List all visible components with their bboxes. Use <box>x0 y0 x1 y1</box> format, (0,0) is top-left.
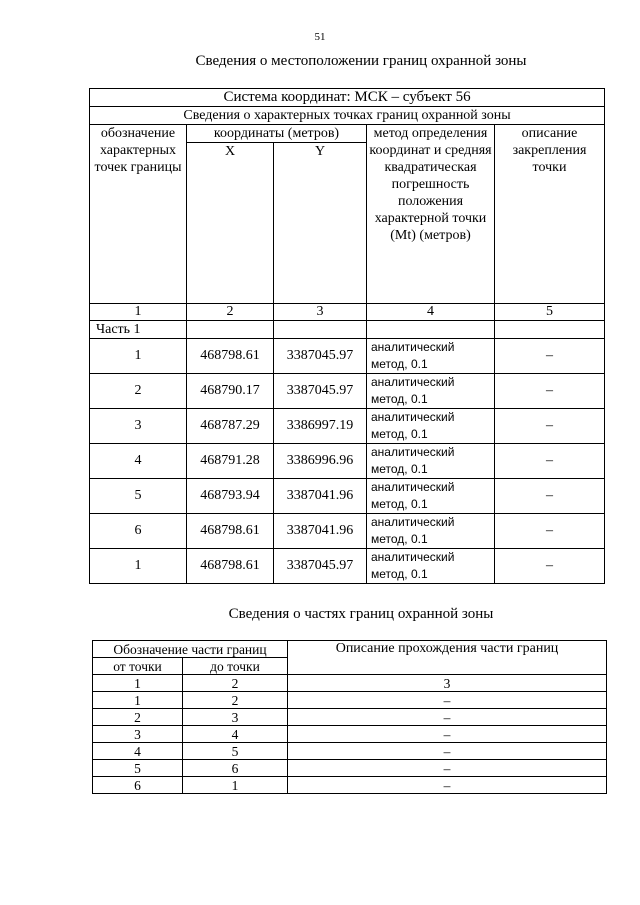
y-value: 3386996.96 <box>274 444 367 479</box>
fixing-value: – <box>495 409 605 444</box>
table-row <box>93 726 607 743</box>
section-title-parts: Сведения о частях границ охранной зоны <box>228 606 494 622</box>
y-value: 3387045.97 <box>274 374 367 409</box>
from-point-header: от точки <box>93 658 183 675</box>
boundary-parts-table <box>92 640 607 794</box>
from-point: 4 <box>93 743 183 760</box>
x-value: 468790.17 <box>187 374 274 409</box>
to-point-header: до точки <box>183 658 288 675</box>
column-number: 3 <box>288 675 607 692</box>
column-number: 4 <box>367 304 495 321</box>
method-value: аналитический метод, 0.1 <box>367 374 495 409</box>
table-row <box>90 339 605 374</box>
y-header: Y <box>274 143 367 304</box>
x-value: 468798.61 <box>187 549 274 584</box>
point-id: 3 <box>90 409 187 444</box>
from-point: 6 <box>93 777 183 794</box>
table-row <box>93 760 607 777</box>
from-point: 1 <box>93 692 183 709</box>
y-value: 3387045.97 <box>274 549 367 584</box>
point-id: 1 <box>90 549 187 584</box>
x-value: 468791.28 <box>187 444 274 479</box>
part-description: – <box>288 777 607 794</box>
point-designation-header: обозначение характерных точек границы <box>90 125 187 304</box>
column-number: 1 <box>90 304 187 321</box>
fixing-value: – <box>495 339 605 374</box>
method-value: аналитический метод, 0.1 <box>367 444 495 479</box>
method-value: аналитический метод, 0.1 <box>367 514 495 549</box>
part-label: Часть 1 <box>90 321 187 339</box>
point-id: 2 <box>90 374 187 409</box>
column-number: 1 <box>93 675 183 692</box>
part-description: – <box>288 726 607 743</box>
method-value: аналитический метод, 0.1 <box>367 339 495 374</box>
to-point: 1 <box>183 777 288 794</box>
fixing-value: – <box>495 514 605 549</box>
part-designation-header: Обозначение части границ <box>93 641 288 658</box>
y-value: 3387041.96 <box>274 479 367 514</box>
point-id: 4 <box>90 444 187 479</box>
point-id: 6 <box>90 514 187 549</box>
table-row <box>90 479 605 514</box>
method-value: аналитический метод, 0.1 <box>367 409 495 444</box>
from-point: 5 <box>93 760 183 777</box>
x-value: 468787.29 <box>187 409 274 444</box>
page-number: 51 <box>314 31 326 43</box>
to-point: 4 <box>183 726 288 743</box>
coordinates-header: координаты (метров) <box>187 125 367 143</box>
fixing-value: – <box>495 549 605 584</box>
column-number: 2 <box>187 304 274 321</box>
coordinates-table <box>89 88 605 584</box>
column-number: 2 <box>183 675 288 692</box>
fixing-value: – <box>495 479 605 514</box>
from-point: 2 <box>93 709 183 726</box>
y-value: 3387045.97 <box>274 339 367 374</box>
point-id: 5 <box>90 479 187 514</box>
fixing-value: – <box>495 444 605 479</box>
to-point: 3 <box>183 709 288 726</box>
method-header: метод определения координат и средняя квадратическая погрешность положения характерной точки (Mt) (метров) <box>367 125 495 304</box>
method-value: аналитический метод, 0.1 <box>367 549 495 584</box>
table-row <box>90 374 605 409</box>
table-row <box>93 709 607 726</box>
table-row <box>90 549 605 584</box>
part-description: – <box>288 692 607 709</box>
table-row <box>90 444 605 479</box>
part-description: – <box>288 709 607 726</box>
y-value: 3387041.96 <box>274 514 367 549</box>
point-id: 1 <box>90 339 187 374</box>
column-number: 3 <box>274 304 367 321</box>
table-row <box>93 777 607 794</box>
to-point: 6 <box>183 760 288 777</box>
coordinate-system-header: Система координат: МСК – субъект 56 <box>90 89 605 107</box>
to-point: 2 <box>183 692 288 709</box>
column-number: 5 <box>495 304 605 321</box>
description-header: Описание прохождения части границ <box>288 641 607 675</box>
x-value: 468798.61 <box>187 339 274 374</box>
to-point: 5 <box>183 743 288 760</box>
fixing-value: – <box>495 374 605 409</box>
y-value: 3386997.19 <box>274 409 367 444</box>
section-title-location: Сведения о местоположении границ охранной зоны <box>195 53 527 69</box>
method-value: аналитический метод, 0.1 <box>367 479 495 514</box>
x-header: X <box>187 143 274 304</box>
x-value: 468798.61 <box>187 514 274 549</box>
table-row <box>90 409 605 444</box>
points-subheader: Сведения о характерных точках границ охранной зоны <box>90 107 605 125</box>
table-row <box>90 514 605 549</box>
part-description: – <box>288 760 607 777</box>
x-value: 468793.94 <box>187 479 274 514</box>
table-row <box>93 692 607 709</box>
fixing-header: описание закрепления точки <box>495 125 605 304</box>
from-point: 3 <box>93 726 183 743</box>
table-row <box>93 743 607 760</box>
part-description: – <box>288 743 607 760</box>
